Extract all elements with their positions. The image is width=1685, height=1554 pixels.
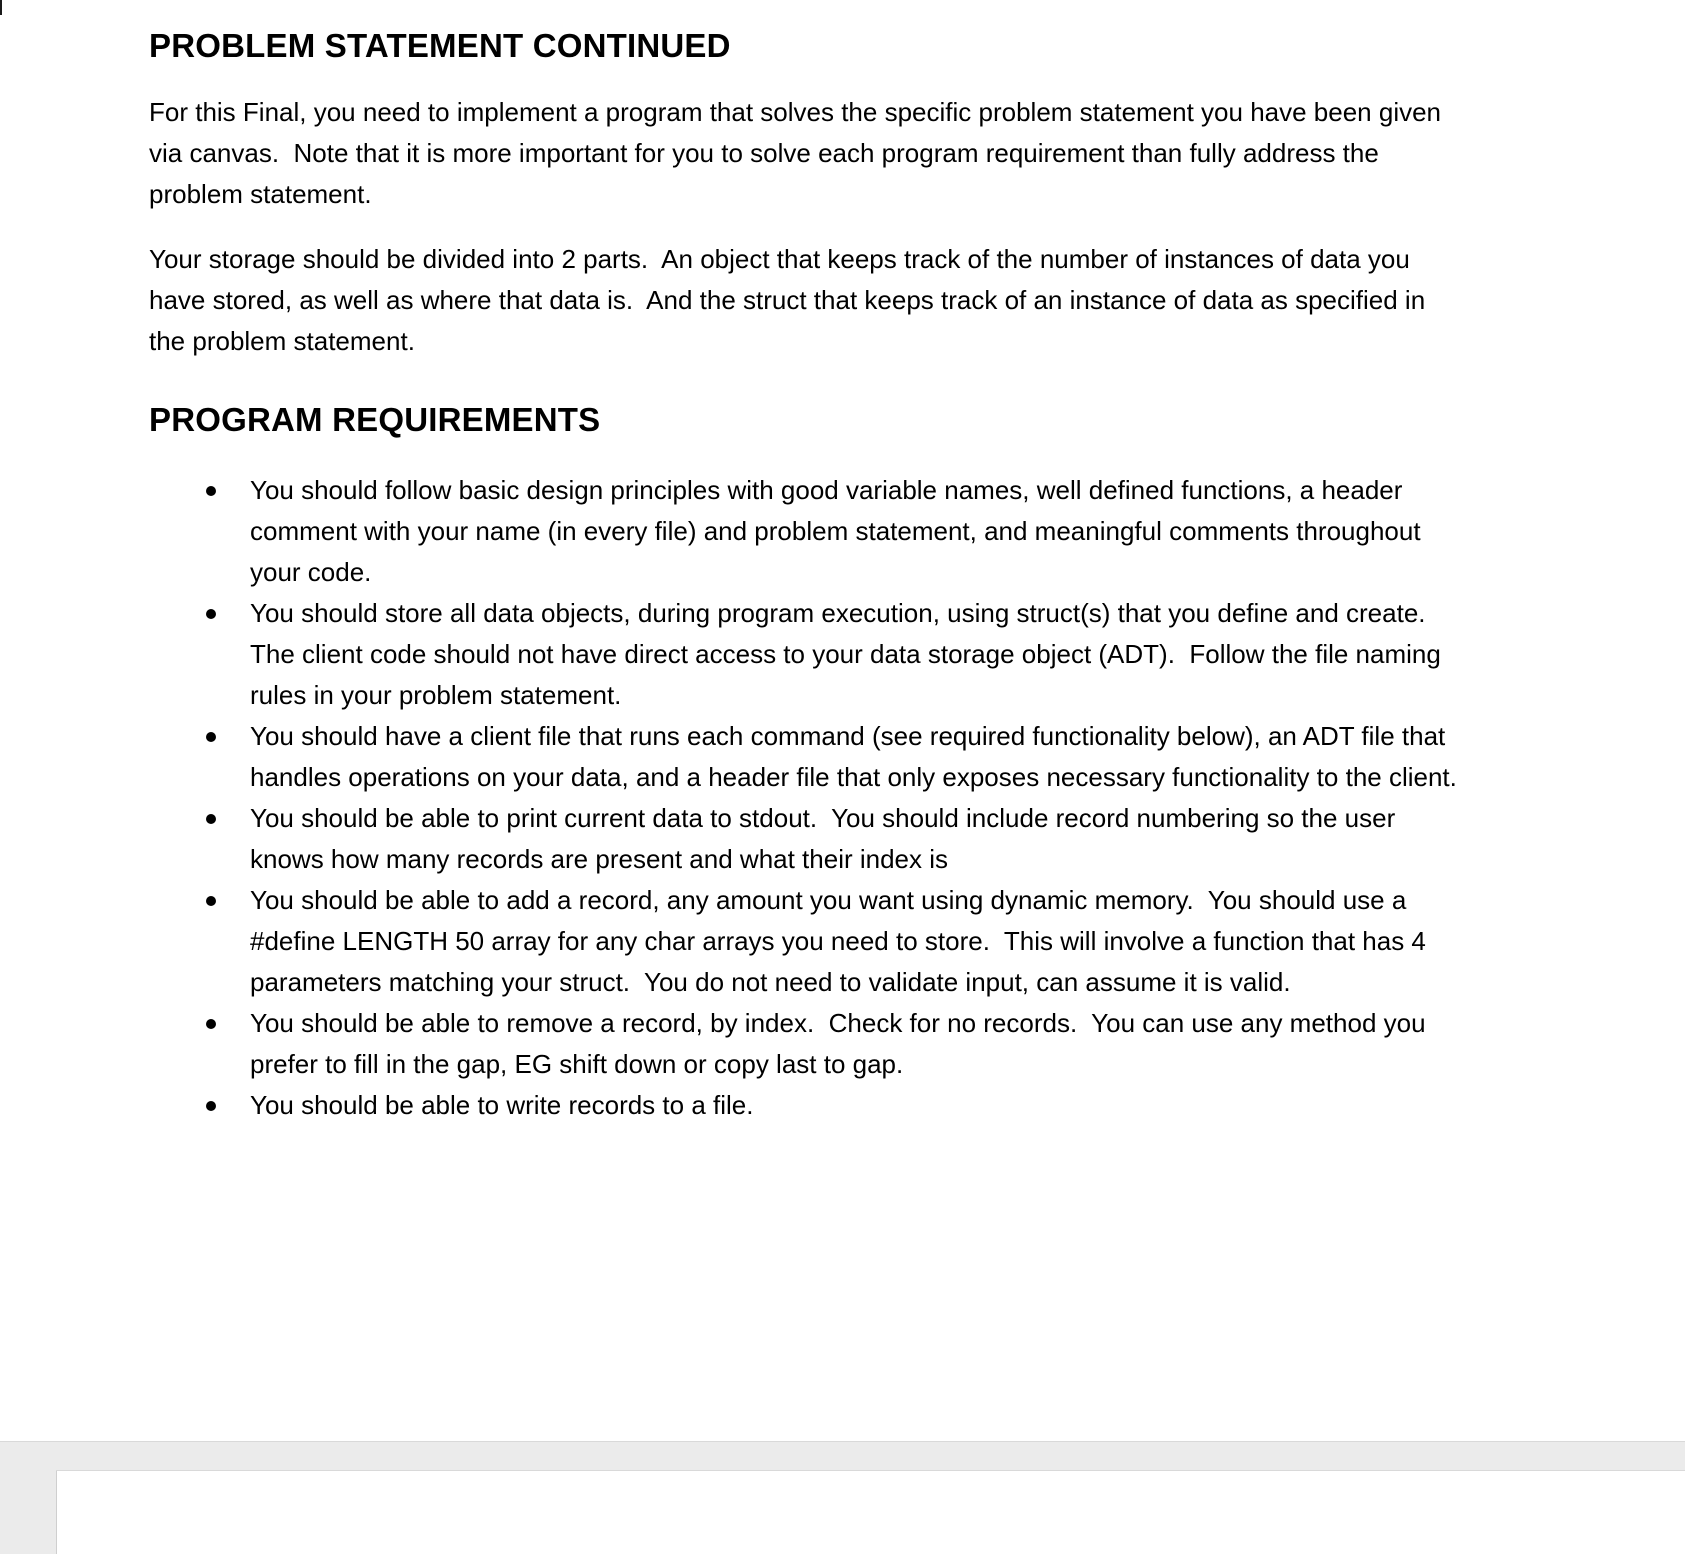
next-page-top-edge — [56, 1471, 1685, 1554]
requirements-list — [149, 470, 1464, 1126]
requirement-item-remove-record: You should be able to remove a record, by index. Check for no records. You can use any method you prefer to fill in the gap, EG shift down or copy last to gap. — [149, 1003, 1464, 1085]
document-page — [149, 24, 1464, 1126]
paragraph-final-instructions: For this Final, you need to implement a program that solves the specific problem statement you have been given via canvas. Note that it is more important for you to solve each program requirement than fully address the problem statement. — [149, 97, 1449, 209]
heading-program-requirements: PROGRAM REQUIREMENTS — [149, 401, 601, 438]
requirement-item-write-records-file: You should be able to write records to a file. — [149, 1085, 1464, 1126]
requirement-item-design-principles: You should follow basic design principles with good variable names, well defined functions, a header comment with your name (in every file) and problem statement, and meaningful comments throughout your code. — [149, 470, 1464, 593]
requirement-item-store-data-structs: You should store all data objects, during program execution, using struct(s) that you define and create. The client code should not have direct access to your data storage object (ADT). Follow the file naming rules in your problem statement. — [149, 593, 1464, 716]
requirement-item-add-record: You should be able to add a record, any amount you want using dynamic memory. You should use a #define LENGTH 50 array for any char arrays you need to store. This will involve a function that has 4 parameters matching your struct. You do not need to validate input, can assume it is valid. — [149, 880, 1464, 1003]
requirement-item-print-stdout: You should be able to print current data to stdout. You should include record numbering so the user knows how many records are present and what their index is — [149, 798, 1464, 880]
heading-problem-statement-continued: PROBLEM STATEMENT CONTINUED — [149, 27, 731, 64]
requirement-item-client-adt-header-files: You should have a client file that runs each command (see required functionality below), an ADT file that handles operations on your data, and a header file that only exposes necessary functionality to the client. — [149, 716, 1464, 798]
paragraph-storage-description: Your storage should be divided into 2 parts. An object that keeps track of the number of instances of data you have stored, as well as where that data is. And the struct that keeps track of an instance of data as specified in the problem statement. — [149, 244, 1433, 356]
page-break-gap — [0, 1441, 1685, 1554]
screen-corner-mark — [0, 0, 2, 15]
